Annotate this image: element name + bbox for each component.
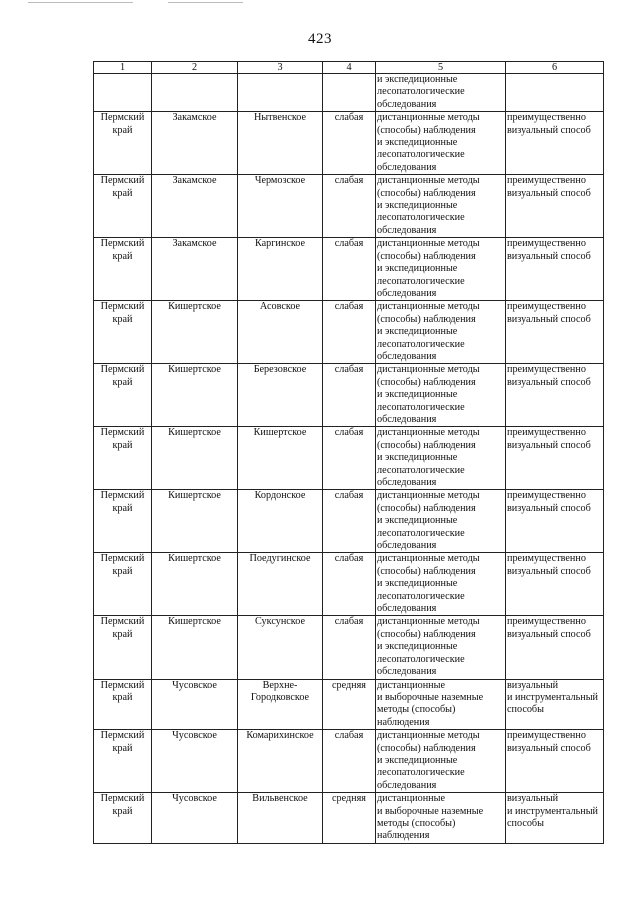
cell-text-line: дистанционные методы	[377, 301, 480, 313]
cell-text-line: дистанционные методы	[377, 490, 480, 502]
cell-text-line: Пермский	[100, 553, 145, 565]
cell-text-line: и экспедиционные	[377, 263, 458, 275]
cell-text-line: и экспедиционные	[377, 74, 458, 85]
cell-text-line: преимущественно	[507, 238, 586, 250]
region-cell	[94, 730, 152, 793]
cell-text-line: Закамское	[172, 238, 217, 250]
cell-text-line: наблюдения	[377, 830, 430, 842]
cell-text-line: край	[112, 250, 133, 262]
region-cell	[94, 112, 152, 175]
methods-cell	[376, 112, 506, 175]
cell-text-line: край	[112, 565, 133, 577]
forestry-cell	[152, 175, 238, 238]
cell-text-line: Чермозское	[254, 175, 306, 187]
forestry-cell	[152, 490, 238, 553]
table-row	[94, 238, 604, 301]
cell-text-line: Вильвенское	[252, 793, 308, 805]
cell-text-line: Закамское	[172, 112, 217, 124]
cell-text-line: слабая	[334, 616, 364, 628]
cell-text-line: край	[112, 628, 133, 640]
forestry-cell	[152, 112, 238, 175]
table-row	[94, 616, 604, 679]
cell-text-line: визуальный способ	[507, 187, 591, 199]
cell-text-line: Пермский	[100, 238, 145, 250]
district-cell	[238, 427, 323, 490]
cell-text-line: (способы) наблюдения	[377, 628, 476, 640]
cell-text-line: слабая	[334, 301, 364, 313]
district-cell	[238, 175, 323, 238]
approach-cell	[506, 175, 604, 238]
methods-cell	[376, 553, 506, 616]
cell-text-line: обследования	[377, 666, 437, 678]
cell-text-line: Пермский	[100, 364, 145, 376]
cell-text-line: и выборочные наземные	[377, 805, 484, 817]
cell-text-line: (способы) наблюдения	[377, 376, 476, 388]
cell-text-line: обследования	[377, 161, 437, 173]
forestry-cell	[152, 74, 238, 112]
cell-text-line: преимущественно	[507, 112, 586, 124]
cell-text-line: Чусовское	[172, 679, 217, 691]
page-number: 423	[308, 31, 332, 47]
cell-text-line: лесопатологические	[377, 401, 465, 413]
column-header: 2	[152, 62, 238, 74]
methods-cell	[376, 74, 506, 112]
cell-text-line: Верхне-	[262, 679, 298, 691]
cell-text-line: край	[112, 187, 133, 199]
cell-text-line: Пермский	[100, 616, 145, 628]
cell-text-line: лесопатологические	[377, 590, 465, 602]
cell-text-line: Нытвенское	[253, 112, 307, 124]
cell-text-line: лесопатологические	[377, 767, 465, 779]
cell-text-line: Пермский	[100, 301, 145, 313]
approach-cell	[506, 793, 604, 844]
cell-text-line: наблюдения	[377, 716, 430, 728]
table-row	[94, 74, 604, 112]
cell-text-line: преимущественно	[507, 730, 586, 742]
cell-text-line: преимущественно	[507, 175, 586, 187]
intensity-cell	[323, 427, 376, 490]
cell-text-line: (способы) наблюдения	[377, 742, 476, 754]
cell-text-line: визуальный способ	[507, 250, 591, 262]
cell-text-line: обследования	[377, 540, 437, 552]
table-header-row	[94, 62, 604, 74]
cell-text-line: Пермский	[100, 793, 145, 805]
methods-cell	[376, 793, 506, 844]
cell-text-line: Пермский	[100, 427, 145, 439]
scan-artifact-line	[28, 2, 133, 3]
cell-text-line: Каргинское	[254, 238, 306, 250]
cell-text-line: визуальный способ	[507, 313, 591, 325]
cell-text-line: и экспедиционные	[377, 200, 458, 212]
cell-text-line: Пермский	[100, 679, 145, 691]
cell-text-line: лесопатологические	[377, 149, 465, 161]
cell-text-line: край	[112, 313, 133, 325]
data-table	[93, 61, 604, 844]
table-row	[94, 175, 604, 238]
cell-text-line: Кишертское	[253, 427, 307, 439]
forestry-cell	[152, 238, 238, 301]
cell-text-line: край	[112, 742, 133, 754]
forestry-cell	[152, 730, 238, 793]
cell-text-line: обследования	[377, 603, 437, 615]
region-cell	[94, 238, 152, 301]
cell-text-line: Поедугинское	[249, 553, 311, 565]
cell-text-line: лесопатологические	[377, 464, 465, 476]
region-cell	[94, 175, 152, 238]
district-cell	[238, 74, 323, 112]
forestry-cell	[152, 301, 238, 364]
column-header: 1	[94, 62, 152, 74]
table-row	[94, 301, 604, 364]
cell-text-line: дистанционные методы	[377, 553, 480, 565]
cell-text-line: обследования	[377, 224, 437, 236]
cell-text-line: и экспедиционные	[377, 515, 458, 527]
cell-text-line: преимущественно	[507, 616, 586, 628]
cell-text-line: преимущественно	[507, 364, 586, 376]
approach-cell	[506, 364, 604, 427]
cell-text-line: визуальный способ	[507, 439, 591, 451]
cell-text-line: Пермский	[100, 490, 145, 502]
intensity-cell	[323, 616, 376, 679]
intensity-cell	[323, 730, 376, 793]
column-header: 4	[323, 62, 376, 74]
cell-text-line: визуальный способ	[507, 628, 591, 640]
intensity-cell	[323, 364, 376, 427]
region-cell	[94, 616, 152, 679]
approach-cell	[506, 112, 604, 175]
cell-text-line: лесопатологические	[377, 527, 465, 539]
intensity-cell	[323, 301, 376, 364]
approach-cell	[506, 490, 604, 553]
cell-text-line: (способы) наблюдения	[377, 439, 476, 451]
approach-cell	[506, 730, 604, 793]
cell-text-line: слабая	[334, 175, 364, 187]
cell-text-line: и выборочные наземные	[377, 691, 484, 703]
intensity-cell	[323, 679, 376, 730]
table-row	[94, 793, 604, 844]
region-cell	[94, 427, 152, 490]
cell-text-line: обследования	[377, 350, 437, 362]
cell-text-line: Кишертское	[168, 427, 221, 439]
cell-text-line: дистанционные методы	[377, 175, 480, 187]
methods-cell	[376, 490, 506, 553]
region-cell	[94, 793, 152, 844]
cell-text-line: Кишертское	[168, 616, 221, 628]
cell-text-line: дистанционные	[377, 793, 445, 805]
approach-cell	[506, 553, 604, 616]
district-cell	[238, 616, 323, 679]
cell-text-line: и экспедиционные	[377, 452, 458, 464]
cell-text-line: и экспедиционные	[377, 578, 458, 590]
approach-cell	[506, 427, 604, 490]
region-cell	[94, 553, 152, 616]
column-header: 5	[376, 62, 506, 74]
cell-text-line: (способы) наблюдения	[377, 187, 476, 199]
cell-text-line: и экспедиционные	[377, 641, 458, 653]
methods-cell	[376, 301, 506, 364]
cell-text-line: край	[112, 502, 133, 514]
methods-cell	[376, 730, 506, 793]
cell-text-line: средняя	[331, 679, 366, 691]
cell-text-line: дистанционные методы	[377, 364, 480, 376]
cell-text-line: лесопатологические	[377, 212, 465, 224]
cell-text-line: край	[112, 124, 133, 136]
approach-cell	[506, 74, 604, 112]
district-cell	[238, 490, 323, 553]
methods-cell	[376, 175, 506, 238]
cell-text-line: визуальный способ	[507, 502, 591, 514]
cell-text-line: Чусовское	[172, 730, 217, 742]
cell-text-line: визуальный способ	[507, 124, 591, 136]
intensity-cell	[323, 238, 376, 301]
cell-text-line: край	[112, 805, 133, 817]
cell-text-line: Пермский	[100, 175, 145, 187]
intensity-cell	[323, 793, 376, 844]
cell-text-line: Комарихинское	[246, 730, 314, 742]
cell-text-line: обследования	[377, 98, 437, 110]
district-cell	[238, 679, 323, 730]
table-body	[94, 74, 604, 844]
cell-text-line: и экспедиционные	[377, 754, 458, 766]
approach-cell	[506, 238, 604, 301]
cell-text-line: Пермский	[100, 730, 145, 742]
cell-text-line: визуальный способ	[507, 565, 591, 577]
forestry-cell	[152, 553, 238, 616]
approach-cell	[506, 679, 604, 730]
cell-text-line: (способы) наблюдения	[377, 313, 476, 325]
methods-cell	[376, 427, 506, 490]
cell-text-line: край	[112, 691, 133, 703]
cell-text-line: слабая	[334, 490, 364, 502]
cell-text-line: лесопатологические	[377, 653, 465, 665]
cell-text-line: преимущественно	[507, 490, 586, 502]
cell-text-line: визуальный	[507, 793, 559, 805]
region-cell	[94, 364, 152, 427]
cell-text-line: визуальный способ	[507, 742, 591, 754]
district-cell	[238, 238, 323, 301]
cell-text-line: слабая	[334, 553, 364, 565]
approach-cell	[506, 301, 604, 364]
table-row	[94, 490, 604, 553]
cell-text-line: способы	[507, 817, 544, 829]
cell-text-line: дистанционные методы	[377, 112, 480, 124]
cell-text-line: и экспедиционные	[377, 389, 458, 401]
cell-text-line: преимущественно	[507, 427, 586, 439]
methods-cell	[376, 679, 506, 730]
cell-text-line: способы	[507, 704, 544, 716]
cell-text-line: средняя	[331, 793, 366, 805]
cell-text-line: дистанционные методы	[377, 238, 480, 250]
methods-cell	[376, 364, 506, 427]
cell-text-line: слабая	[334, 238, 364, 250]
cell-text-line: Кишертское	[168, 490, 221, 502]
forestry-cell	[152, 616, 238, 679]
cell-text-line: лесопатологические	[377, 338, 465, 350]
cell-text-line: (способы) наблюдения	[377, 565, 476, 577]
cell-text-line: слабая	[334, 112, 364, 124]
methods-cell	[376, 238, 506, 301]
table-row	[94, 427, 604, 490]
cell-text-line: (способы) наблюдения	[377, 502, 476, 514]
cell-text-line: слабая	[334, 730, 364, 742]
cell-text-line: преимущественно	[507, 301, 586, 313]
cell-text-line: методы (способы)	[377, 817, 456, 829]
cell-text-line: Чусовское	[172, 793, 217, 805]
methods-cell	[376, 616, 506, 679]
cell-text-line: визуальный	[507, 679, 559, 691]
cell-text-line: Суксунское	[255, 616, 305, 628]
approach-cell	[506, 616, 604, 679]
cell-text-line: и экспедиционные	[377, 326, 458, 338]
cell-text-line: Городковское	[250, 691, 310, 703]
cell-text-line: дистанционные методы	[377, 730, 480, 742]
cell-text-line: лесопатологические	[377, 275, 465, 287]
intensity-cell	[323, 112, 376, 175]
forestry-cell	[152, 793, 238, 844]
column-header: 3	[238, 62, 323, 74]
cell-text-line: (способы) наблюдения	[377, 250, 476, 262]
cell-text-line: Закамское	[172, 175, 217, 187]
cell-text-line: слабая	[334, 364, 364, 376]
region-cell	[94, 74, 152, 112]
table-row	[94, 679, 604, 730]
intensity-cell	[323, 175, 376, 238]
cell-text-line: край	[112, 376, 133, 388]
table-row	[94, 553, 604, 616]
district-cell	[238, 793, 323, 844]
forestry-cell	[152, 679, 238, 730]
cell-text-line: дистанционные методы	[377, 616, 480, 628]
region-cell	[94, 301, 152, 364]
cell-text-line: Кишертское	[168, 301, 221, 313]
scan-artifact-line	[168, 2, 243, 3]
cell-text-line: обследования	[377, 779, 437, 791]
cell-text-line: обследования	[377, 413, 437, 425]
cell-text-line: Пермский	[100, 112, 145, 124]
cell-text-line: дистанционные методы	[377, 427, 480, 439]
intensity-cell	[323, 553, 376, 616]
intensity-cell	[323, 490, 376, 553]
region-cell	[94, 679, 152, 730]
table-row	[94, 364, 604, 427]
cell-text-line: обследования	[377, 287, 437, 299]
district-cell	[238, 730, 323, 793]
cell-text-line: и инструментальный	[507, 805, 599, 817]
region-cell	[94, 490, 152, 553]
cell-text-line: (способы) наблюдения	[377, 124, 476, 136]
district-cell	[238, 364, 323, 427]
table-row	[94, 112, 604, 175]
district-cell	[238, 553, 323, 616]
cell-text-line: обследования	[377, 477, 437, 488]
cell-text-line: слабая	[334, 427, 364, 439]
cell-text-line: Кишертское	[168, 364, 221, 376]
cell-text-line: визуальный способ	[507, 376, 591, 388]
cell-text-line: дистанционные	[377, 679, 445, 691]
cell-text-line: и экспедиционные	[377, 137, 458, 149]
cell-text-line: преимущественно	[507, 553, 586, 565]
cell-text-line: Кишертское	[168, 553, 221, 565]
table-row	[94, 730, 604, 793]
cell-text-line: Асовское	[259, 301, 301, 313]
column-header: 6	[506, 62, 604, 74]
cell-text-line: лесопатологические	[377, 86, 465, 98]
cell-text-line: методы (способы)	[377, 704, 456, 716]
intensity-cell	[323, 74, 376, 112]
cell-text-line: край	[112, 439, 133, 451]
district-cell	[238, 301, 323, 364]
forestry-cell	[152, 427, 238, 490]
cell-text-line: и инструментальный	[507, 691, 599, 703]
forestry-cell	[152, 364, 238, 427]
cell-text-line: Березовское	[253, 364, 307, 376]
cell-text-line: Кордонское	[254, 490, 306, 502]
district-cell	[238, 112, 323, 175]
